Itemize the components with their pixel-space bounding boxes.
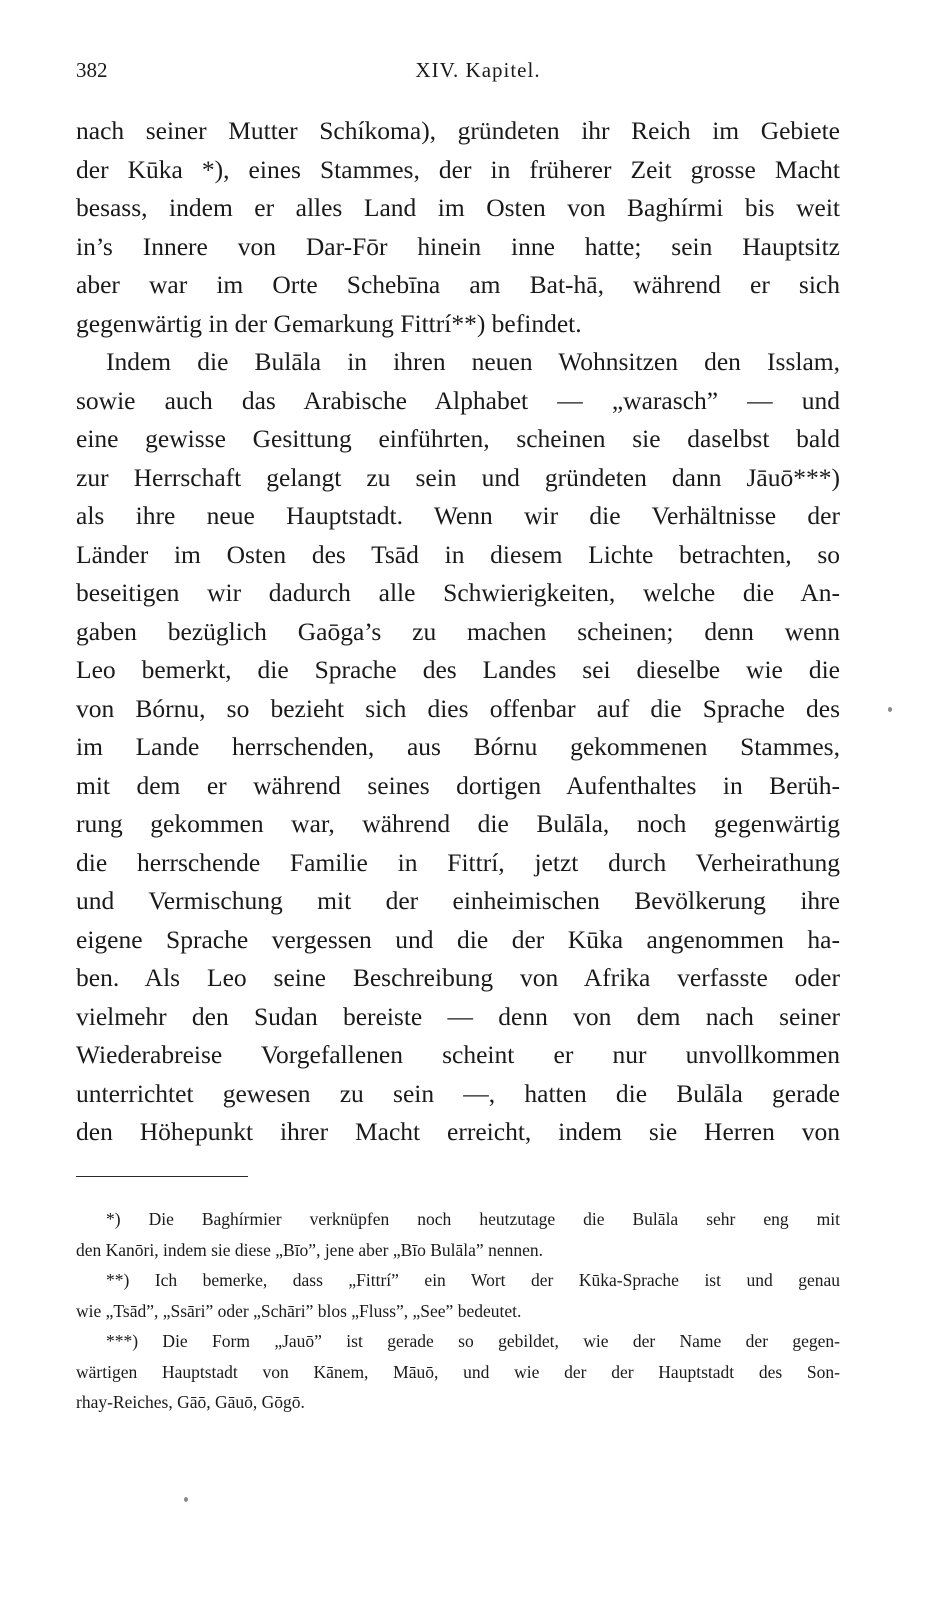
body-line: in’s Innere von Dar-Fōr hinein inne hatte; sein Hauptsitz bbox=[76, 231, 840, 261]
body-line: unterrichtet gewesen zu sein —, hatten die Bulāla gerade bbox=[76, 1078, 840, 1108]
body-line: vielmehr den Sudan bereiste — denn von dem nach seiner bbox=[76, 1001, 840, 1031]
body-line: den Höhepunkt ihrer Macht erreicht, indem sie Herren von bbox=[76, 1117, 840, 1146]
body-line: gaben bezüglich Gaōga’s zu machen scheinen; denn wenn bbox=[76, 616, 840, 646]
body-line: aber war im Orte Schebīna am Bat-hā, während er sich bbox=[76, 270, 840, 299]
paper-speck bbox=[184, 1497, 188, 1502]
body-line: und Vermischung mit der einheimischen Bevölkerung ihre bbox=[76, 886, 840, 915]
page-number: 382 bbox=[76, 58, 108, 82]
page-header bbox=[76, 58, 840, 88]
body-line: gegenwärtig in der Gemarkung Fittrí**) befindet. bbox=[76, 308, 582, 338]
body-line: beseitigen wir dadurch alle Schwierigkeiten, welche die An- bbox=[76, 578, 840, 607]
body-line: zur Herrschaft gelangt zu sein und gründeten dann Jāuō***) bbox=[76, 462, 840, 492]
footnote-line: **) Ich bemerke, dass „Fittrí” ein Wort der Kūka-Sprache ist und genau bbox=[106, 1270, 840, 1290]
footnotes bbox=[76, 1204, 840, 1418]
body-line: sowie auch das Arabische Alphabet — „warasch” — und bbox=[76, 385, 840, 415]
body-line: mit dem er während seines dortigen Aufenthaltes in Berüh- bbox=[76, 770, 840, 800]
footnote-line: ***) Die Form „Jauō” ist gerade so gebildet, wie der Name der gegen- bbox=[106, 1331, 840, 1351]
body-line: im Lande herrschenden, aus Bórnu gekommenen Stammes, bbox=[76, 732, 840, 761]
body-line: Wiederabreise Vorgefallenen scheint er nur unvollkommen bbox=[76, 1040, 840, 1069]
body-line: rung gekommen war, während die Bulāla, noch gegenwärtig bbox=[76, 809, 840, 838]
body-line: eigene Sprache vergessen und die der Kūka angenommen ha- bbox=[76, 924, 840, 954]
body-line: besass, indem er alles Land im Osten von Baghírmi bis weit bbox=[76, 193, 840, 222]
footnote-line: rhay-Reiches, Gāō, Gāuō, Gōgō. bbox=[76, 1392, 305, 1412]
body-line: die herrschende Familie in Fittrí, jetzt durch Verheirathung bbox=[76, 847, 840, 877]
footnote-line: *) Die Baghírmier verknüpfen noch heutzutage die Bulāla sehr eng mit bbox=[106, 1209, 840, 1229]
footnote-line: den Kanōri, indem sie diese „Bīo”, jene aber „Bīo Bulāla” nennen. bbox=[76, 1239, 543, 1260]
body-line: Länder im Osten des Tsād in diesem Lichte betrachten, so bbox=[76, 539, 840, 569]
running-head: XIV. Kapitel. bbox=[415, 58, 541, 82]
footnote-line: wie „Tsād”, „Ssāri” oder „Schāri” blos „Fluss”, „See” bedeutet. bbox=[76, 1300, 522, 1321]
paper-speck bbox=[888, 707, 892, 712]
footnote-separator-rule bbox=[76, 1176, 248, 1177]
body-line: Indem die Bulāla in ihren neuen Wohnsitzen den Isslam, bbox=[106, 347, 840, 376]
body-line: von Bórnu, so bezieht sich dies offenbar auf die Sprache des bbox=[76, 693, 840, 723]
body-line: Leo bemerkt, die Sprache des Landes sei dieselbe wie die bbox=[76, 655, 840, 684]
body-line: eine gewisse Gesittung einführten, scheinen sie daselbst bald bbox=[76, 424, 840, 453]
body-line: als ihre neue Hauptstadt. Wenn wir die Verhältnisse der bbox=[76, 501, 840, 530]
footnote-line: wärtigen Hauptstadt von Kānem, Māuō, und wie der der Hauptstadt des Son- bbox=[76, 1361, 840, 1382]
body-line: nach seiner Mutter Schíkoma), gründeten ihr Reich im Gebiete bbox=[76, 116, 840, 145]
body-line: ben. Als Leo seine Beschreibung von Afrika verfasste oder bbox=[76, 963, 840, 992]
body-text bbox=[76, 112, 840, 1152]
body-line: der Kūka *), eines Stammes, der in früherer Zeit grosse Macht bbox=[76, 154, 840, 184]
